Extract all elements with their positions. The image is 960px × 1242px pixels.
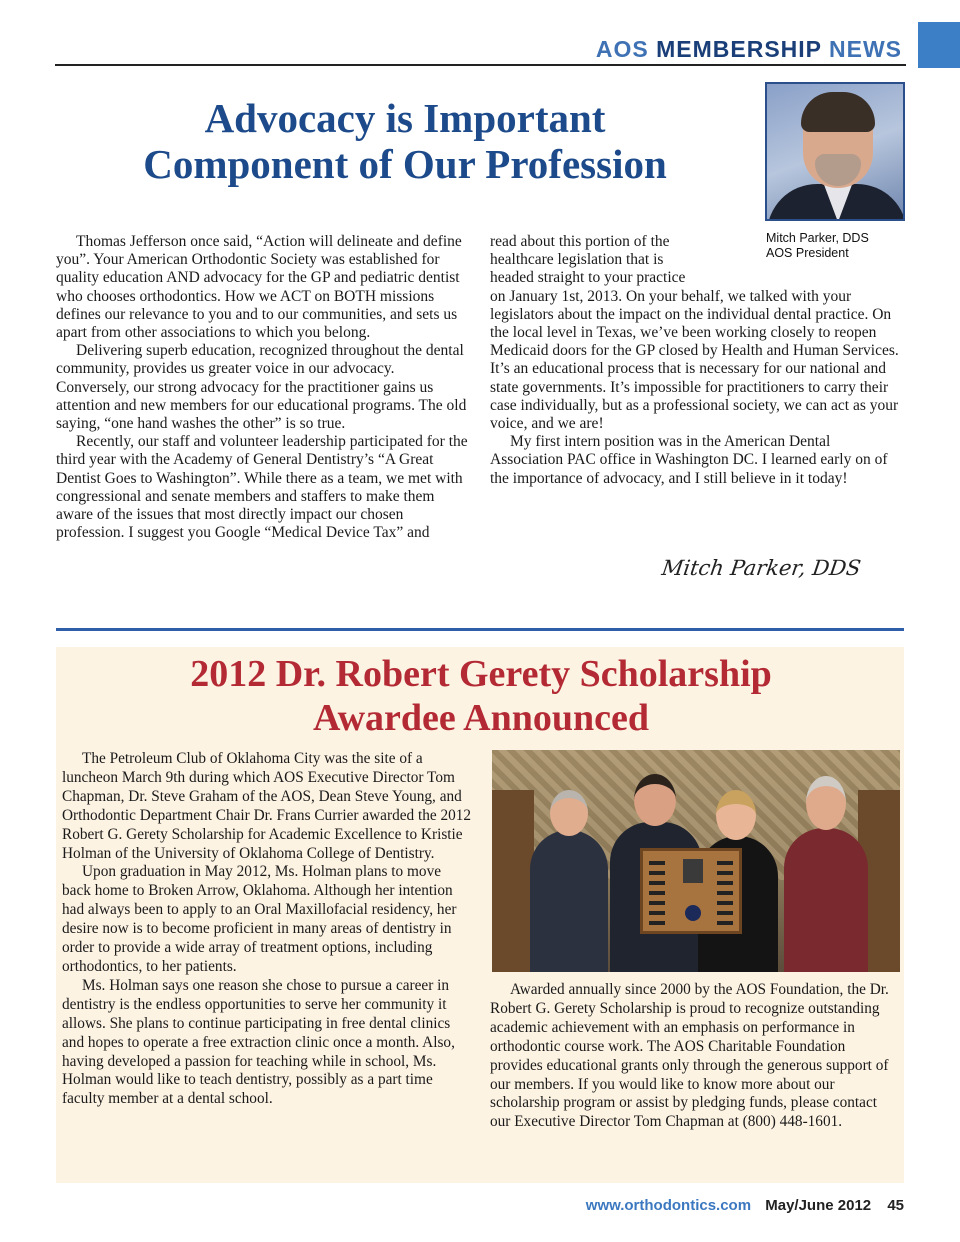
award-plaque <box>640 848 742 934</box>
caption-name: Mitch Parker, DDS <box>766 231 869 245</box>
person-body <box>530 830 608 972</box>
article1-paragraph: My first intern position was in the American Dental Association PAC office in Washington DC. I learned early on of the importance of advocacy, and I still believe in it today! <box>490 433 888 487</box>
article1-headline-line1: Advocacy is Important <box>204 95 606 141</box>
plaque-slot <box>649 911 665 915</box>
person-head <box>550 790 588 836</box>
caption-title: AOS President <box>766 246 849 260</box>
section-title-news: NEWS <box>829 36 902 62</box>
article2-paragraph: Upon graduation in May 2012, Ms. Holman plans to move back home to Broken Arrow, Oklahoma. Although her intention had always been to apply to an Oral Maxillofacial residency, her desire now is to become proficient in many areas of dentistry in order to provide a wide array of treatment options, including orthodontics, to her patients. <box>62 863 457 975</box>
person-body <box>784 828 868 972</box>
plaque-slot <box>649 901 665 905</box>
article1-headline-line2: Component of Our Profession <box>143 141 667 187</box>
footer-issue: May/June 2012 <box>765 1197 872 1214</box>
article1-headline <box>60 95 750 187</box>
page-footer <box>586 1197 904 1214</box>
plaque-slot <box>649 921 665 925</box>
article2-headline-line1: 2012 Dr. Robert Gerety Scholarship <box>190 653 772 695</box>
plaque-slot <box>649 861 665 865</box>
article1-narrow-line: read about this portion of the <box>490 233 670 250</box>
article2-paragraph: Awarded annually since 2000 by the AOS Foundation, the Dr. Robert G. Gerety Scholarship is proud to recognize outstanding academic achievement with an emphasis on performance in orthodontic course work. The AOS Charitable Foundation provides educational grants only through the generous support of our members. If you would like to know more about our scholarship program or assist by pledging funds, please contact our Executive Director Tom Chapman at (800) 448-1601. <box>490 981 889 1131</box>
article2-paragraph: The Petroleum Club of Oklahoma City was the site of a luncheon March 9th during which AOS Executive Director Tom Chapman, Dr. Steve Graham of the AOS, Dean Steve Young, and Orthodontic Department Chair Dr. Frans Currier awarded the 2012 Robert G. Gerety Scholarship for Academic Excellence to Kristie Holman of the University of Oklahoma College of Dentistry. <box>62 750 472 862</box>
section-divider <box>56 628 904 631</box>
section-title-aos: AOS <box>595 36 649 62</box>
article1-narrow-line: healthcare legislation that is <box>490 251 664 269</box>
person-head <box>634 774 676 826</box>
article1-paragraph: Delivering superb education, recognized throughout the dental community, provides us greater voice in our advocacy. Conversely, our strong advocacy for the practitioner gains us attention and new members for our educational programs. The old saying, “one hand washes the other” is so true. <box>56 342 467 433</box>
article2-headline-line2: Awardee Announced <box>312 697 650 739</box>
header-divider <box>55 64 906 66</box>
signature: Mitch Parker, DDS <box>660 556 863 580</box>
plaque-seal <box>685 905 701 921</box>
plaque-slot <box>717 871 733 875</box>
article1-column2 <box>490 233 902 488</box>
plaque-slot <box>717 891 733 895</box>
photo-wood-panel <box>492 790 534 972</box>
section-title <box>596 36 902 63</box>
plaque-portrait <box>683 859 703 883</box>
section-title-membership: MEMBERSHIP <box>656 36 822 62</box>
page-number: 45 <box>887 1197 904 1214</box>
plaque-slot <box>717 881 733 885</box>
article2-paragraph: Ms. Holman says one reason she chose to pursue a career in dentistry is the endless opportunities to serve her community it allows. She plans to continue participating in free dental clinics and hopes to operate a free extraction clinic once a month. Also, having developed a passion for teaching while in school, Ms. Holman would like to teach dentistry, possibly as a part time faculty member at a dental school. <box>62 976 455 1108</box>
plaque-slot <box>649 891 665 895</box>
article1-narrow-line: headed straight to your practice <box>490 269 686 287</box>
article2-column1 <box>62 750 472 1109</box>
article2-column2 <box>490 981 900 1132</box>
award-photo <box>492 750 900 972</box>
plaque-slot <box>717 921 733 925</box>
footer-url: www.orthodontics.com <box>585 1197 752 1214</box>
plaque-slot <box>717 901 733 905</box>
corner-tab <box>918 22 960 68</box>
plaque-slot <box>717 861 733 865</box>
article1-paragraph: on January 1st, 2013. On your behalf, we talked with your legislators about the impact on the individual dental practice. On the local level in Texas, we’ve been working closely to reopen Medicaid doors for the GP closed by Health and Human Services. It’s an educational process that is necessary for our national and state governments. It’s impossible for practitioners to carry their case individually, but as a professional society, we can act as your voice, and we are! <box>490 287 899 433</box>
plaque-slot <box>717 911 733 915</box>
article2-headline <box>86 652 876 740</box>
president-photo <box>765 82 905 221</box>
person-head <box>806 776 846 830</box>
photo-hair <box>801 92 875 132</box>
article1-paragraph: Thomas Jefferson once said, “Action will delineate and define you”. Your American Orthodontic Society was established for quality education AND advocacy for the GP and pediatric dentist who chooses orthodontics. How we ACT on BOTH missions defines our relevance to you and to our communities, and sets us apart from other associations to which you belong. <box>56 233 462 342</box>
person-head <box>716 790 756 840</box>
article1-column1 <box>56 233 468 542</box>
article1-paragraph: Recently, our staff and volunteer leadership participated for the third year with the Academy of General Dentistry’s “A Great Dentist Goes to Washington”. While there as a team, we met with congressional and senate members and staffers to make them aware of the issues that most directly impact our chosen profession. I suggest you Google “Medical Device Tax” and <box>56 433 468 542</box>
plaque-slot <box>649 871 665 875</box>
plaque-slot <box>649 881 665 885</box>
